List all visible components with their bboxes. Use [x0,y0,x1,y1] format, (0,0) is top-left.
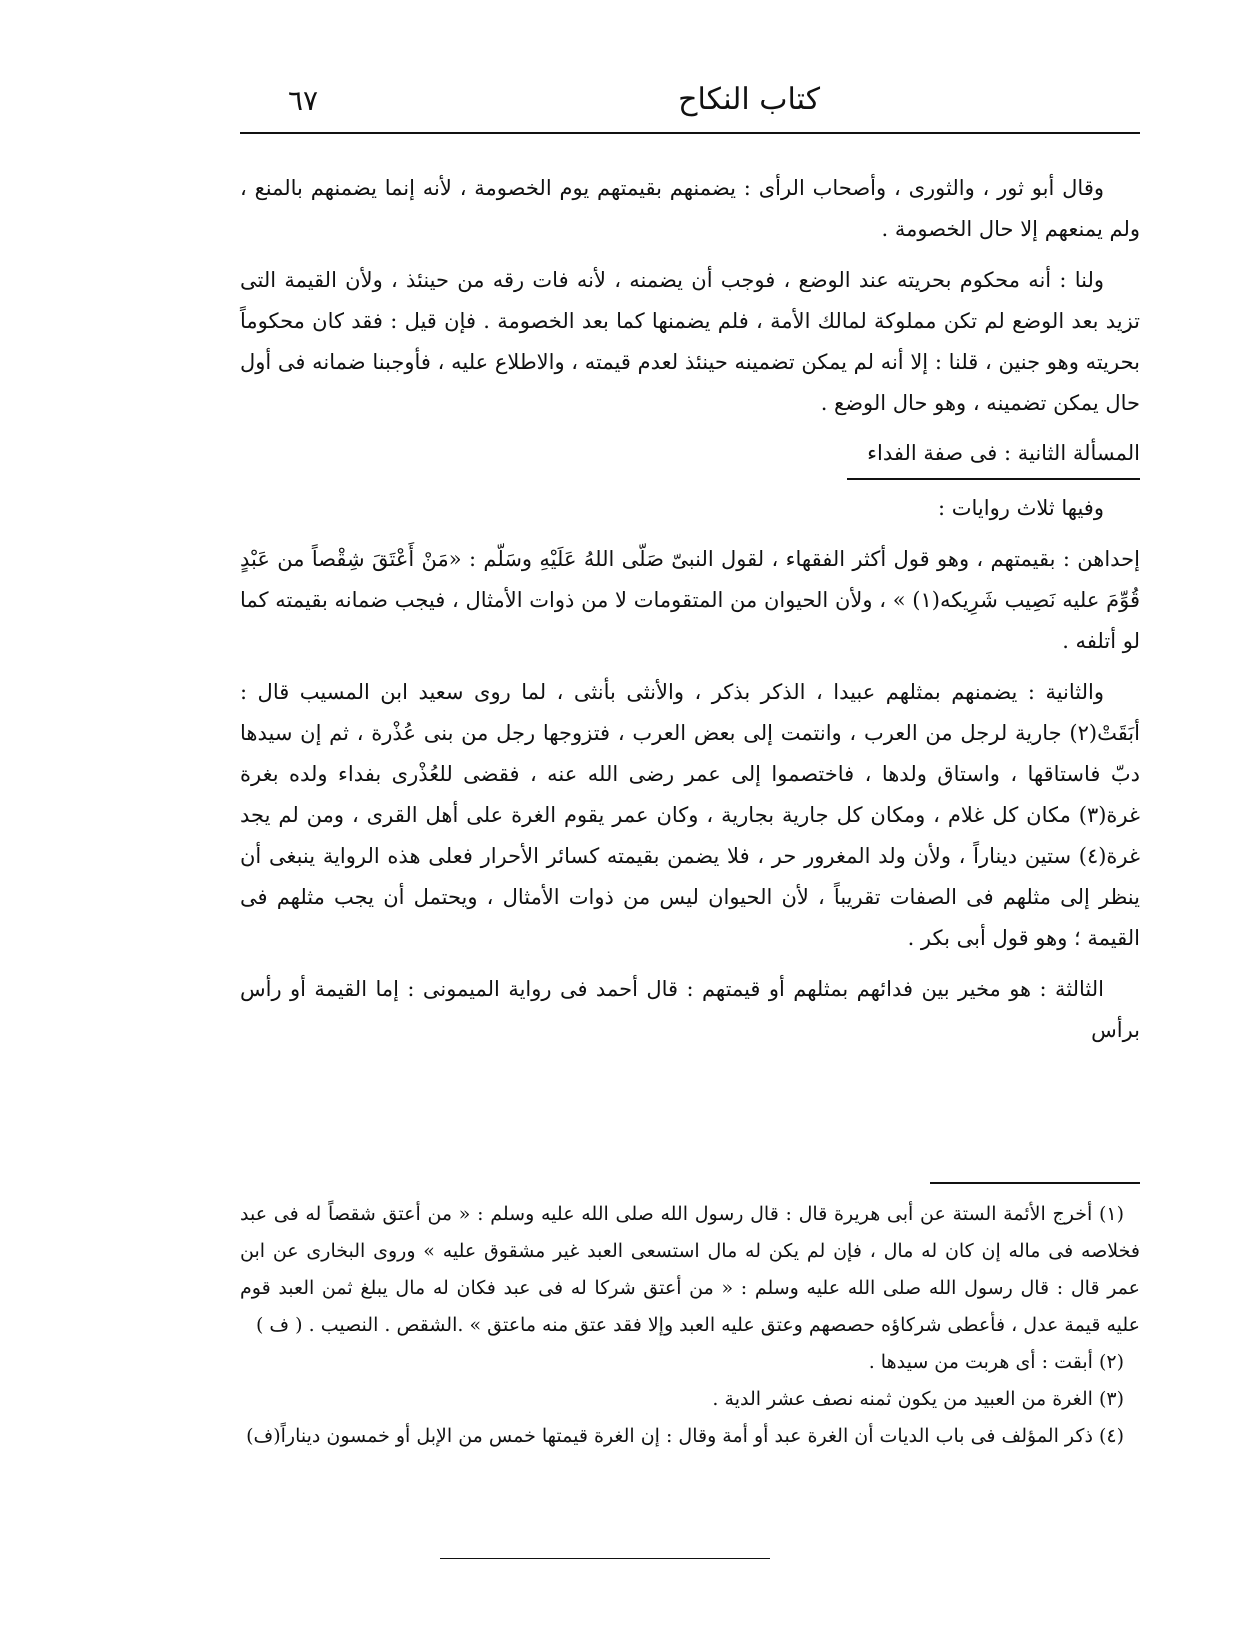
footnote-separator [930,1182,1140,1184]
footnotes [240,1196,1140,1455]
footnote: (٣) الغرة من العبيد من يكون ثمنه نصف عشر الدية . [712,1388,1124,1410]
paragraph: ولنا : أنه محكوم بحريته عند الوضع ، فوجب أن يضمنه ، لأنه فات رقه من حينئذ ، ولأن القيمة التى تزيد بعد الوضع لم تكن مملوكة لمالك الأمة ، فلم يضمنها كما بعد الخصومة . فإن قيل : فقد كان محكوماً بحريته وهو جنين ، قلنا : إلا أنه لم يمكن تضمينه حينئذ لعدم قيمته ، والاطلاع عليه ، فأوجبنا ضمانه فى أول حال يمكن تضمينه ، وهو حال الوضع . [240,268,1140,415]
header-rule [240,132,1140,134]
paragraph: إحداهن : بقيمتهم ، وهو قول أكثر الفقهاء ، لقول النبىّ صَلّى اللهُ عَلَيْهِ وسَلّم : «مَنْ أَعْتَقَ شِقْصاً من عَبْدٍ قُوِّمَ عليه نَصِيب شَرِيكه(١) » ، ولأن الحيوان من المتقومات لا من ذوات الأمثال ، فيجب ضمانه بقيمته كما لو أتلفه . [240,547,1140,653]
footnote: (٤) ذكر المؤلف فى باب الديات أن الغرة عبد أو أمة وقال : إن الغرة قيمتها خمس من الإبل أو خمسون ديناراً(ف) [246,1425,1124,1447]
running-title: كتاب النكاح [678,82,820,117]
page-header [240,78,1140,130]
paragraph: وقال أبو ثور ، والثورى ، وأصحاب الرأى : يضمنهم بقيمتهم يوم الخصومة ، لأنه إنما يضمنهم بالمنع ، ولم يمنعهم إلا حال الخصومة . [240,176,1140,241]
paragraph: وفيها ثلاث روايات : [938,496,1104,520]
bottom-rule [440,1558,770,1559]
main-text [240,168,1140,1061]
section-heading-text: المسألة الثانية : فى صفة الفداء [847,434,1140,480]
page-number: ٦٧ [288,84,319,117]
section-heading [240,434,1140,480]
paragraph: الثالثة : هو مخير بين فدائهم بمثلهم أو قيمتهم : قال أحمد فى رواية الميمونى : إما القيمة أو رأس برأس [240,977,1140,1042]
footnote: (٢) أبقت : أى هربت من سيدها . [868,1351,1124,1373]
paragraph: والثانية : يضمنهم بمثلهم عبيدا ، الذكر بذكر ، والأنثى بأنثى ، لما روى سعيد ابن المسيب قال : أبَقَتْ(٢) جارية لرجل من العرب ، وانتمت إلى بعض العرب ، فتزوجها رجل من بنى عُذْرة ، ثم إن سيدها دبّ فاستاقها ، واستاق ولدها ، فاختصموا إلى عمر رضى الله عنه ، فقضى للعُذْرى بفداء ولده بغرة غرة(٣) مكان كل غلام ، ومكان كل جارية بجارية ، وكان عمر يقوم الغرة على أهل القرى ، ومن لم يجد غرة(٤) ستين ديناراً ، ولأن ولد المغرور حر ، فلا يضمن بقيمته كسائر الأحرار فعلى هذه الرواية ينبغى أن ينظر إلى مثلهم فى الصفات تقريباً ، لأن الحيوان ليس من ذوات الأمثال ، ويحتمل أن يجب مثلهم فى القيمة ؛ وهو قول أبى بكر . [240,680,1140,950]
footnote: (١) أخرج الأئمة الستة عن أبى هريرة قال : قال رسول الله صلى الله عليه وسلم : « من أعتق شقصاً له فى عبد فخلاصه فى ماله إن كان له مال ، فإن لم يكن له مال استسعى العبد غير مشقوق عليه » وروى البخارى عن ابن عمر قال : قال رسول الله صلى الله عليه وسلم : « من أعتق شركا له فى عبد فكان له مال يبلغ ثمن العبد قوم عليه قيمة عدل ، فأعطى شركاؤه حصصهم وعتق عليه العبد وإلا فقد عتق منه ماعتق » .الشقص . النصيب . ( ف ) [240,1203,1140,1336]
